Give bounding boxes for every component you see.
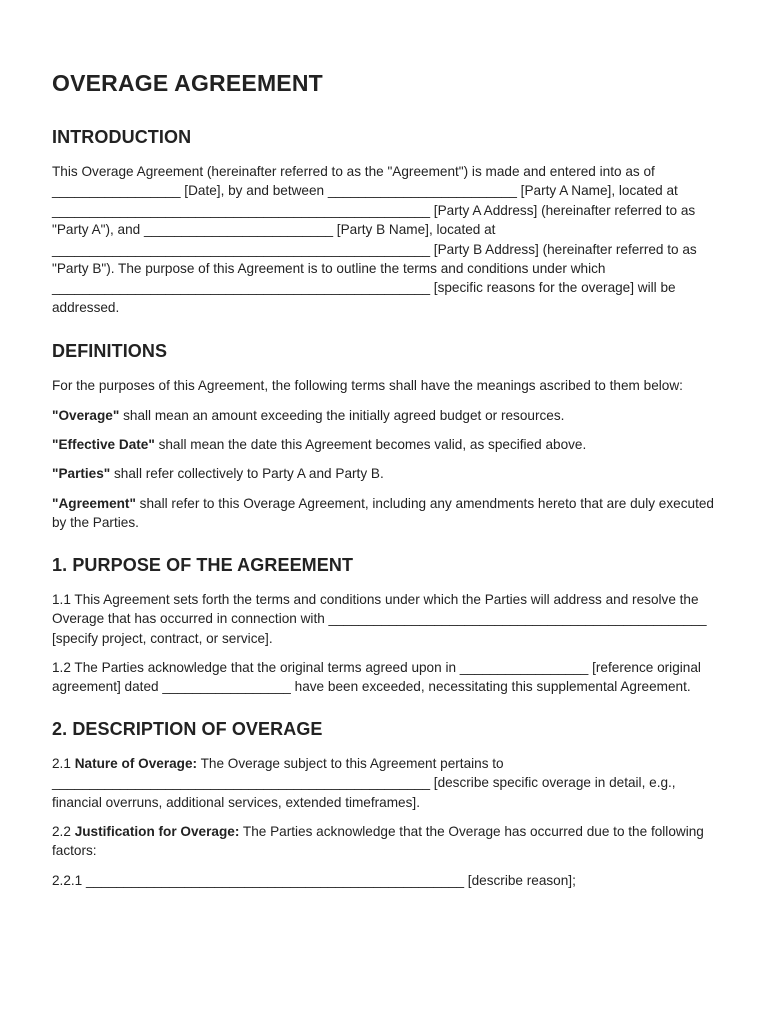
definition-item-effective-date	[52, 435, 718, 454]
clause-label: Nature of Overage:	[74, 755, 198, 771]
definition-text: shall refer to this Overage Agreement, including any amendments hereto that are duly executed by the Parties.	[52, 495, 714, 531]
document-title: OVERAGE AGREEMENT	[52, 70, 323, 96]
definition-term: "Agreement"	[52, 495, 136, 511]
clause-number: 2.2	[52, 823, 75, 839]
introduction-paragraph: This Overage Agreement (hereinafter referred to as the "Agreement") is made and entered into as of _________________ [Date], by and between _________________________ [Party A Name], located at __________________________________________________ [Party A Address] (hereinafter referred to as "Party A"), and _________________________ [Party B Name], located at __________________________________________________ [Party B Address] (hereinafter referred to as "Party B"). The purpose of this Agreement is to outline the terms and conditions under which __________________________________________________ [specific reasons for the overage] will be addressed.	[52, 164, 697, 315]
purpose-heading: 1. PURPOSE OF THE AGREEMENT	[52, 554, 354, 575]
definitions-intro: For the purposes of this Agreement, the following terms shall have the meanings ascribed to them below:	[52, 378, 683, 394]
definition-item-agreement	[52, 494, 718, 533]
purpose-clause-1-2: 1.2 The Parties acknowledge that the original terms agreed upon in _________________ [reference original agreement] dated _________________ have been exceeded, necessitating this supplemental Agreement.	[52, 659, 701, 695]
definition-text: shall refer collectively to Party A and Party B.	[110, 466, 384, 482]
clause-text: The Overage subject to this Agreement pertains to __________________________________________________ [describe specific overage in detail, e.g., financial overruns, additional services, extended timeframes].	[52, 755, 676, 810]
definition-item-parties	[52, 464, 718, 483]
clause-number: 2.1	[52, 755, 75, 771]
introduction-heading: INTRODUCTION	[52, 127, 192, 147]
definitions-heading: DEFINITIONS	[52, 341, 168, 362]
definition-term: "Overage"	[52, 407, 120, 423]
definition-text: shall mean an amount exceeding the initially agreed budget or resources.	[119, 407, 565, 423]
definition-term: "Parties"	[52, 466, 111, 482]
purpose-clause-1-1: 1.1 This Agreement sets forth the terms and conditions under which the Parties will address and resolve the Overage that has occurred in connection with __________________________________________________ [specify project, contract, or service].	[52, 591, 707, 646]
clause-label: Justification for Overage:	[74, 823, 240, 839]
clause-text: The Parties acknowledge that the Overage has occurred due to the following factors:	[52, 823, 704, 859]
description-clause-2-1	[52, 754, 718, 812]
description-heading: 2. DESCRIPTION OF OVERAGE	[52, 718, 323, 739]
definition-term: "Effective Date"	[52, 437, 155, 453]
description-clause-2-2-1: 2.2.1 __________________________________________________ [describe reason];	[52, 872, 576, 888]
definition-item-overage	[52, 406, 718, 425]
definition-text: shall mean the date this Agreement becomes valid, as specified above.	[154, 437, 587, 453]
description-clause-2-2	[52, 822, 718, 861]
